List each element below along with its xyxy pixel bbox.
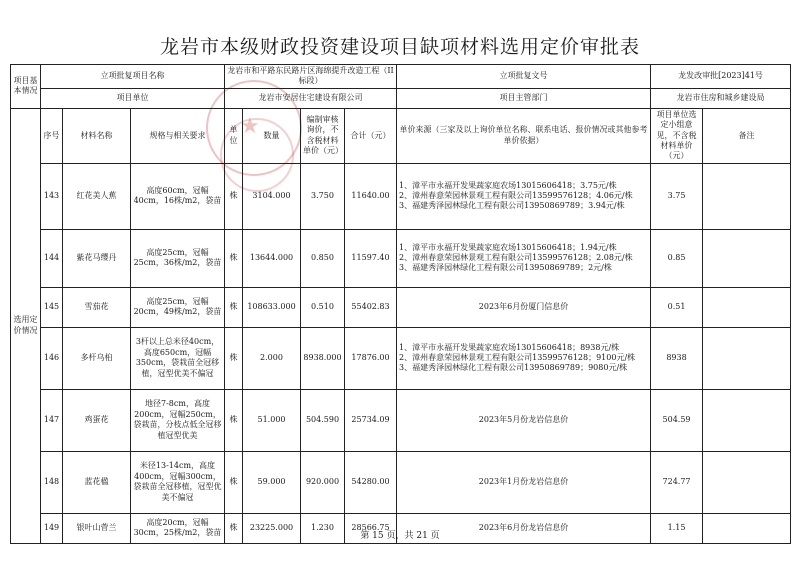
cell-seq: 148 [41,451,63,513]
approval-no-value: 龙发改审批[2023]41号 [651,65,791,89]
cell-unit: 株 [225,229,243,287]
cell-price: 1.230 [301,513,345,543]
source-line: 1、漳平市永福开发果蔬家庭农场13015606418；8938元/株 [399,342,620,352]
project-section-label: 项目基本情况 [11,65,41,109]
cell-remark [703,327,791,389]
cell-seq: 143 [41,163,63,229]
cell-total: 11640.00 [345,163,397,229]
source-line: 2、漳州春意荣园林景观工程有限公司13599576128；4.06元/株 [399,191,633,201]
source-line: 2023年6月份龙岩信息价 [478,523,569,533]
cell-name: 银叶山菅兰 [63,513,131,543]
cell-unit: 株 [225,163,243,229]
cell-approved: 8938 [651,327,703,389]
cell-approved: 0.85 [651,229,703,287]
table-row [11,327,791,389]
cell-qty: 59.000 [243,451,301,513]
cell-unit: 株 [225,287,243,327]
column-header-row [11,108,791,163]
table-row [11,163,791,229]
source-line: 3、福建秀泽园林绿化工程有限公司13950869789；2元/株 [399,263,612,273]
header-total: 合计（元） [345,108,397,163]
cell-remark [703,287,791,327]
cell-name: 雪茄花 [63,287,131,327]
cell-total: 54280.00 [345,451,397,513]
cell-qty: 108633.000 [243,287,301,327]
cell-source [397,451,651,513]
cell-seq: 146 [41,327,63,389]
header-remark: 备注 [703,108,791,163]
cell-unit: 株 [225,513,243,543]
cell-name: 鸡蛋花 [63,389,131,451]
table-row [11,287,791,327]
source-line: 2023年5月份龙岩信息价 [478,415,569,425]
cell-spec: 高度25cm，冠幅20cm，49株/m2，袋苗 [131,287,225,327]
cell-spec: 地径7-8cm，高度200cm，冠幅250cm，袋栽苗，分枝点低全冠移植冠型优美 [131,389,225,451]
source-line: 2023年6月份厦门信息价 [478,302,569,312]
cell-total: 17876.00 [345,327,397,389]
cell-qty: 2.000 [243,327,301,389]
header-seq: 序号 [41,108,63,163]
cell-price: 0.510 [301,287,345,327]
cell-total: 28566.75 [345,513,397,543]
project-unit-value: 龙岩市安居住宅建设有限公司 [225,88,397,108]
cell-total: 55402.83 [345,287,397,327]
cell-price: 504.590 [301,389,345,451]
project-name-label: 立项批复项目名称 [41,65,225,89]
page-indicator: 第 15 页，共 21 页 [360,531,440,541]
cell-remark [703,163,791,229]
pricing-section-label: 选用定价情况 [11,108,41,543]
cell-seq: 144 [41,229,63,287]
cell-seq: 149 [41,513,63,543]
cell-qty: 3104.000 [243,163,301,229]
official-seal: ★ [206,80,302,176]
source-line: 2、漳州春意荣园林景观工程有限公司13599576128；9100元/株 [399,353,636,363]
cell-source [397,229,651,287]
form-title: 龙岩市本级财政投资建设项目缺项材料选用定价审批表 [159,36,640,58]
cell-spec: 3杆以上总米径40cm，高度650cm，冠幅350cm，袋栽苗全冠移植，冠型优美不偏冠 [131,327,225,389]
source-line: 3、福建秀泽园林绿化工程有限公司13950869789；3.94元/株 [399,201,625,211]
source-line: 1、漳平市永福开发果蔬家庭农场13015606418；3.75元/株 [399,180,617,190]
table-row [11,229,791,287]
header-price: 编制审核询价，不含税材料单价（元） [301,108,345,163]
cell-source [397,287,651,327]
cell-unit: 株 [225,389,243,451]
cell-approved: 1.15 [651,513,703,543]
table-row [11,389,791,451]
cell-name: 蓝花楹 [63,451,131,513]
header-spec: 规格与相关要求 [131,108,225,163]
dept-value: 龙岩市住房和城乡建设局 [651,88,791,108]
cell-approved: 0.51 [651,287,703,327]
cell-seq: 147 [41,389,63,451]
cell-price: 0.850 [301,229,345,287]
cell-approved: 724.77 [651,451,703,513]
cell-qty: 51.000 [243,389,301,451]
cell-name: 紫花马缨丹 [63,229,131,287]
cell-spec: 高度20cm，冠幅30cm，25株/m2，袋苗 [131,513,225,543]
cell-approved: 3.75 [651,163,703,229]
approval-form [10,30,790,541]
cell-remark [703,229,791,287]
cell-name: 多杆乌桕 [63,327,131,389]
source-line: 2、漳州春意荣园林景观工程有限公司13599576128；2.08元/株 [399,253,633,263]
dept-label: 项目主管部门 [397,88,651,108]
cell-source [397,389,651,451]
cell-spec: 高度25cm，冠幅25cm，36株/m2，袋苗 [131,229,225,287]
header-name: 材料名称 [63,108,131,163]
cell-price: 920.000 [301,451,345,513]
source-line: 2023年1月份龙岩信息价 [478,477,569,487]
header-source: 单价来源（三家及以上询价单位名称、联系电话、报价情况或其他参考单价依据） [397,108,651,163]
cell-qty: 13644.000 [243,229,301,287]
cell-source [397,163,651,229]
source-line: 3、福建秀泽园林绿化工程有限公司13950869789；9080元/株 [399,363,628,373]
cell-name: 红花美人蕉 [63,163,131,229]
cell-spec: 米径13-14cm，高度400cm，冠幅300cm，袋栽苗全冠移植，冠型优美不偏冠 [131,451,225,513]
cell-source [397,327,651,389]
cell-price: 8938.000 [301,327,345,389]
cell-unit: 株 [225,451,243,513]
project-name-value: 龙岩市和平路东民路片区海绵提升改造工程（II标段） [225,65,397,89]
cell-seq: 145 [41,287,63,327]
cell-total: 25734.09 [345,389,397,451]
cell-unit: 株 [225,327,243,389]
cell-remark [703,451,791,513]
cell-qty: 23225.000 [243,513,301,543]
approval-table [10,64,791,544]
cell-remark [703,389,791,451]
cell-total: 11597.40 [345,229,397,287]
cell-price: 3.750 [301,163,345,229]
cell-spec: 高度60cm，冠幅40cm，16株/m2，袋苗 [131,163,225,229]
project-unit-row [11,88,791,108]
approval-no-label: 立项批复文号 [397,65,651,89]
project-name-row [11,65,791,89]
header-qty: 数量 [243,108,301,163]
source-line: 1、漳平市永福开发果蔬家庭农场13015606418；1.94元/株 [399,242,617,252]
table-row [11,451,791,513]
header-unit: 单位 [225,108,243,163]
header-approved: 项目单位选定小组意见，不含税材料单价（元） [651,108,703,163]
cell-approved: 504.59 [651,389,703,451]
project-unit-label: 项目单位 [41,88,225,108]
